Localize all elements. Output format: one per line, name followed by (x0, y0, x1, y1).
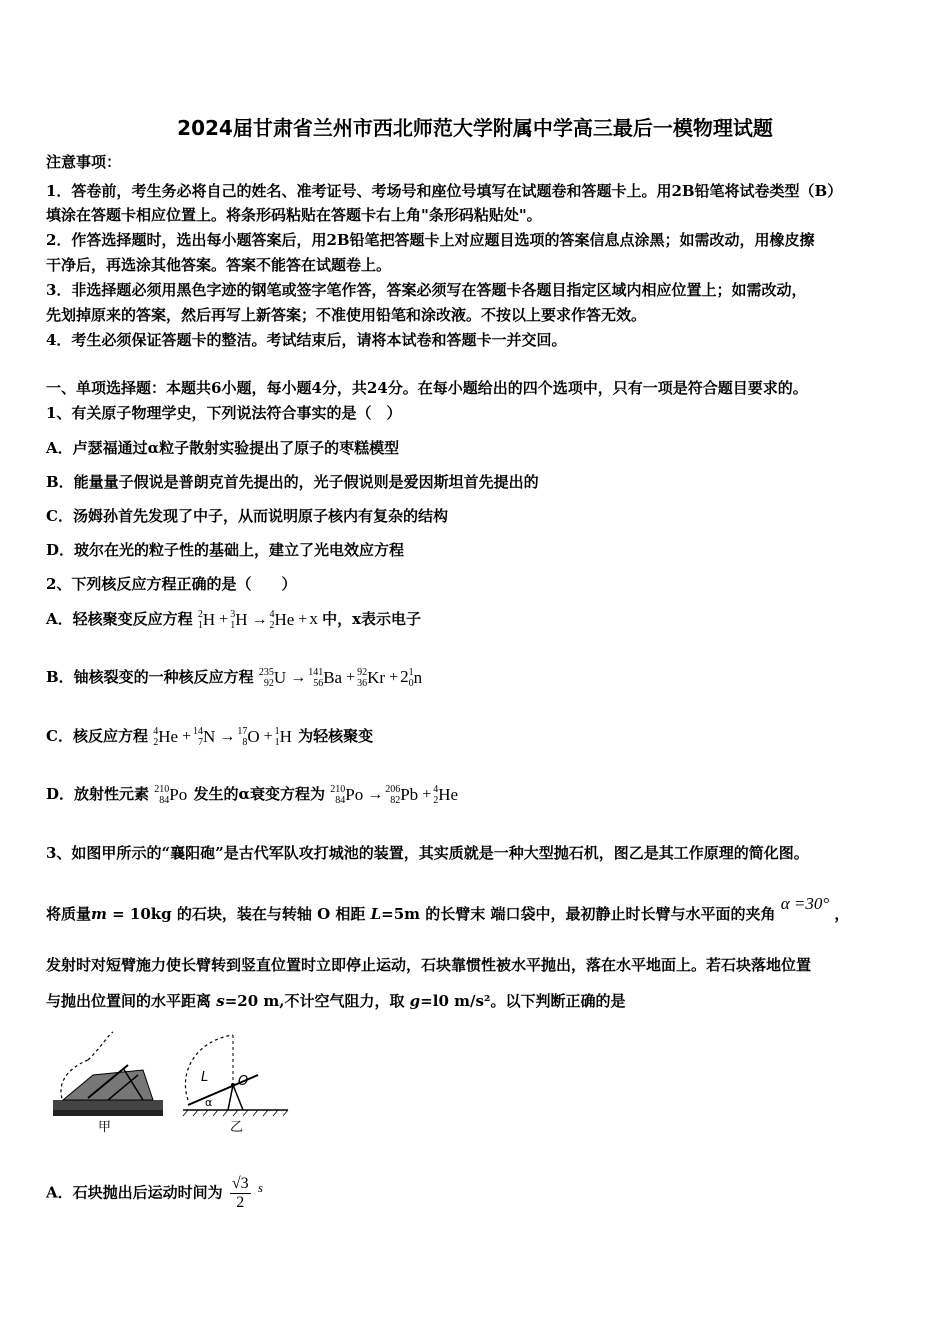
q2-b-equation: 235 92 U → 141 56 Ba + 92 36 Kr + 2 1 0 n (258, 667, 423, 690)
nuclide: 235 92 U (258, 667, 287, 690)
q2-d-element (154, 784, 193, 807)
nuclide: 206 82 Pb (385, 784, 419, 807)
q3-a-prefix: A．石块抛出后运动时间为 (46, 1183, 223, 1202)
q2-option-c (46, 725, 916, 748)
q2-c-equation: 4 2 He + 14 7 N → 17 8 O + 1 1 H (153, 726, 292, 749)
notice-heading: 注意事项： (46, 153, 122, 171)
q1-option-a: A．卢瑟福通过α粒子散射实验提出了原子的枣糕模型 (46, 439, 400, 457)
fraction: $\frac{√3}{2}$ (231, 1175, 249, 1211)
figure-label-yi: 乙 (230, 1120, 244, 1135)
q2-c-suffix: 为轻核聚变 (298, 727, 374, 745)
q2-stem: 2、下列核反应方程正确的是（ ） (46, 575, 297, 593)
notice-line: 先划掉原来的答案，然后再写上新答案；不准使用铅笔和涂改液。不按以上要求作答无效。 (46, 306, 647, 324)
nuclide: 3 1 H (230, 609, 248, 632)
q2-a-equation: 2 1 H + 3 1 H → 4 2 He + x (197, 609, 318, 632)
catapult-photo-sketch (53, 1032, 163, 1116)
page-title: 2024届甘肃省兰州市西北师范大学附属中学高三最后一模物理试题 (177, 116, 773, 140)
nuclide: 210 84 Po (330, 784, 364, 807)
q1-option-d: D．玻尔在光的粒子性的基础上，建立了光电效应方程 (46, 541, 405, 559)
notice-line: 填涂在答题卡相应位置上。将条形码粘贴在答题卡右上角"条形码粘贴处"。 (46, 206, 542, 224)
nuclide: 4 2 He (433, 784, 459, 807)
nuclide: 4 2 He (269, 609, 295, 632)
q3-line2: 将质量m = 10kg 的石块，装在与转轴 O 相距 L=5m 的长臂末 端口袋中，最初静止时长臂与水平面的夹角 α =30° ， (46, 894, 850, 923)
q2-option-a (46, 608, 916, 631)
nuclide: 141 56 Ba (308, 667, 343, 690)
q3-line1: 3、如图甲所示的“襄阳砲”是古代军队攻打城池的装置，其实质就是一种大型抛石机，图乙是其工作原理的简化图。 (46, 844, 809, 862)
q3-line3: 发射时对短臂施力使长臂转到竖直位置时立即停止运动，石块靠惯性被水平抛出，落在水平地面上。若石块落地位置 (46, 956, 812, 974)
q2-option-b (46, 666, 916, 689)
catapult-illustration (48, 1030, 298, 1130)
q2-c-prefix: C．核反应方程 (46, 727, 148, 745)
q2-a-prefix: A．轻核聚变反应方程 (46, 610, 193, 628)
q3-option-a (46, 1175, 916, 1212)
nuclide: 4 2 He (153, 726, 179, 749)
angle-value: α =30° (780, 894, 830, 913)
figure-label-o: O (238, 1074, 249, 1089)
q2-d-middle: 发生的α衰变方程为 (193, 785, 326, 803)
q2-b-prefix: B．铀核裂变的一种核反应方程 (46, 668, 254, 686)
notice-line: 1．答卷前，考生务必将自己的姓名、准考证号、考场号和座位号填写在试题卷和答题卡上。用2B铅笔将试卷类型（B） (46, 182, 843, 200)
figure-label-alpha: α (205, 1096, 213, 1109)
nuclide: 1 1 H (274, 726, 292, 749)
q1-option-c: C．汤姆孙首先发现了中子，从而说明原子核内有复杂的结构 (46, 507, 448, 525)
q1-stem: 1、有关原子物理学史，下列说法符合事实的是（ ） (46, 404, 402, 422)
q3-line4: 与抛出位置间的水平距离 s=20 m,不计空气阻力，取 g=l0 m/s²。以下判断正确的是 (46, 992, 626, 1010)
catapult-schematic (183, 1035, 288, 1116)
unit-s: s (257, 1179, 263, 1195)
q2-option-d (46, 783, 916, 806)
notice-line: 4．考生必须保证答题卡的整洁。考试结束后，请将本试卷和答题卡一并交回。 (46, 331, 567, 349)
q2-d-prefix: D．放射性元素 (46, 785, 150, 803)
catapult-figure (48, 1030, 298, 1135)
nuclide: 14 7 N (193, 726, 216, 749)
nuclide: 210 84 Po (154, 784, 188, 807)
notice-line: 2．作答选择题时，选出每小题答案后，用2B铅笔把答题卡上对应题目选项的答案信息点涂黑；如需改动，用橡皮擦 (46, 231, 815, 249)
nuclide: 17 8 O (237, 726, 260, 749)
notice-line: 3．非选择题必须用黑色字迹的钢笔或签字笔作答，答案必须写在答题卡各题目指定区域内相应位置上；如需改动， (46, 281, 807, 299)
q2-a-suffix: 中，x表示电子 (322, 610, 422, 628)
nuclide: 92 36 Kr (357, 667, 386, 690)
notice-line: 干净后，再选涂其他答案。答案不能答在试题卷上。 (46, 256, 392, 274)
nuclide: 2 1 H (197, 609, 216, 632)
figure-label-jia: 甲 (98, 1120, 112, 1135)
section-heading: 一、单项选择题：本题共6小题，每小题4分，共24分。在每小题给出的四个选项中，只有一项是符合题目要求的。 (46, 379, 808, 397)
q1-option-b: B．能量量子假说是普朗克首先提出的，光子假说则是爱因斯坦首先提出的 (46, 473, 539, 491)
nuclide: 1 0 n (408, 667, 423, 690)
q2-d-equation: 210 84 Po → 206 82 Pb + 4 2 He (330, 784, 459, 807)
figure-label-l: L (201, 1070, 209, 1085)
